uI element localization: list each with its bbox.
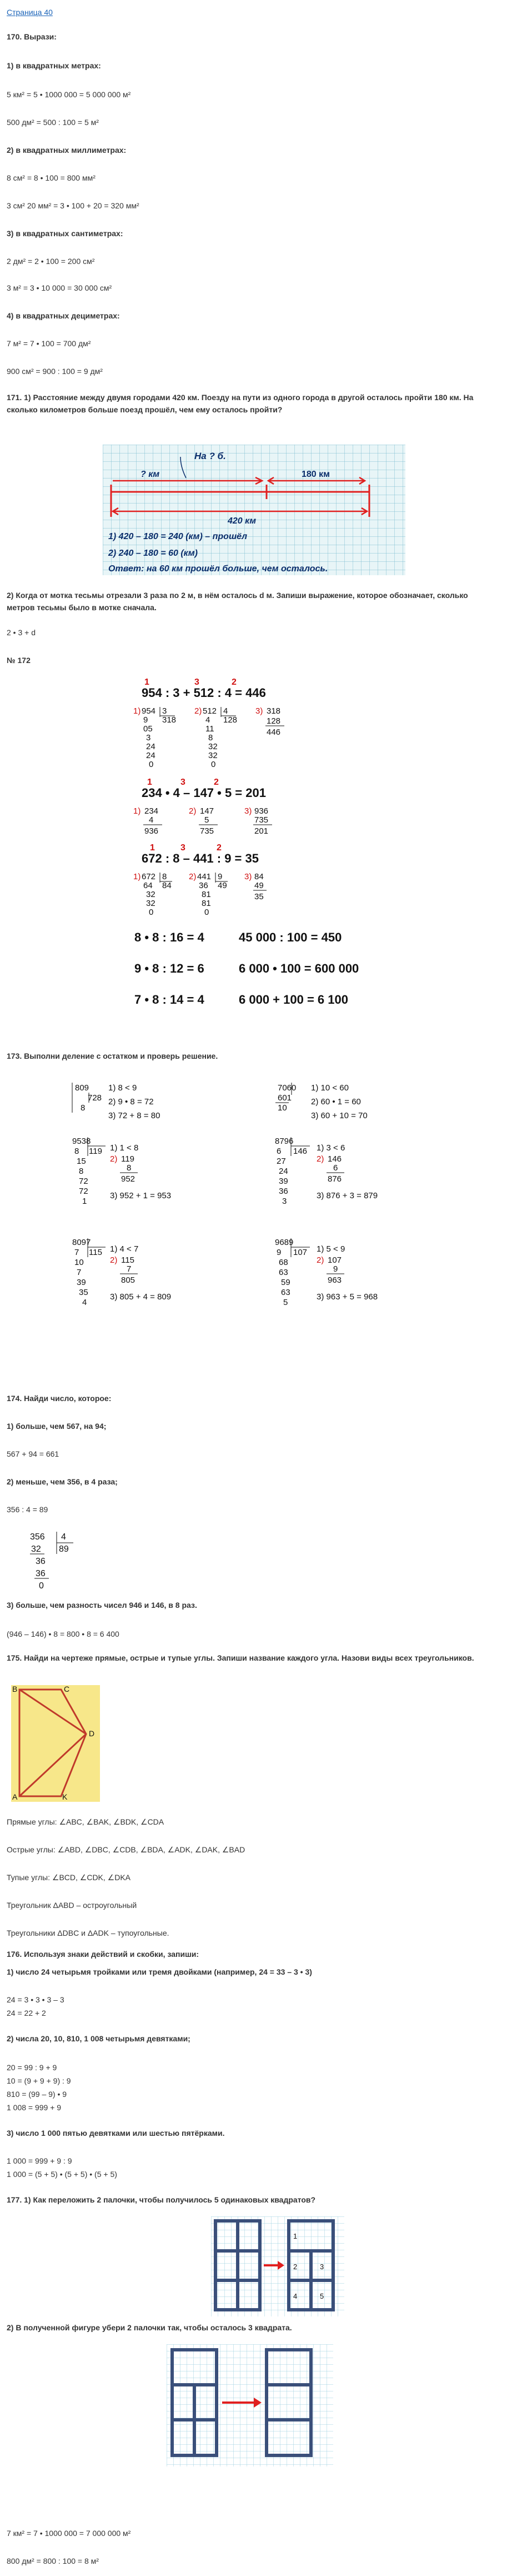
task-176-h3: 3) число 1 000 пятью девятками или шестью пятёрками. — [7, 2129, 225, 2137]
solution-step: 1) 420 – 180 = 240 (км) – прошёл — [108, 532, 248, 541]
svg-text:6: 6 — [277, 1147, 282, 1156]
task-170-h3: 3) в квадратных сантиметрах: — [7, 229, 123, 238]
task-174-division — [22, 1527, 89, 1594]
svg-text:35: 35 — [79, 1288, 88, 1297]
svg-text:36: 36 — [36, 1569, 46, 1578]
svg-text:936: 936 — [254, 806, 269, 816]
svg-text:3: 3 — [180, 778, 185, 787]
task-170-line: 500 дм² = 500 : 100 = 5 м² — [7, 118, 99, 127]
task-170-h1: 1) в квадратных метрах: — [7, 61, 101, 70]
task-170-line: 8 см² = 8 • 100 = 800 мм² — [7, 173, 96, 182]
svg-text:4: 4 — [149, 815, 154, 825]
task-174-a2: 356 : 4 = 89 — [7, 1505, 48, 1514]
svg-text:3: 3 — [162, 706, 167, 716]
point-label: D — [89, 1729, 95, 1738]
svg-text:963: 963 — [328, 1275, 342, 1285]
task-173-title: 173. Выполни деление с остатком и проверь решение. — [7, 1052, 218, 1060]
svg-text:107: 107 — [328, 1255, 342, 1265]
task-171-diagram — [103, 445, 405, 575]
task-176-h1: 1) число 24 четырьмя тройками или тремя двойками (например, 24 = 33 – 3 • 3) — [7, 1967, 312, 1976]
svg-text:107: 107 — [293, 1248, 308, 1257]
svg-text:81: 81 — [202, 890, 211, 899]
svg-text:1: 1 — [82, 1197, 87, 1206]
svg-text:0: 0 — [39, 1581, 44, 1591]
svg-text:11: 11 — [205, 724, 214, 734]
angle-list: Прямые углы: ∠ABC, ∠BAK, ∠BDK, ∠CDA — [7, 1817, 164, 1826]
svg-text:39: 39 — [77, 1278, 86, 1287]
task-176-title: 176. Используя знаки действий и скобки, запиши: — [7, 1950, 199, 1959]
square-number: 3 — [320, 2263, 324, 2271]
svg-text:64: 64 — [143, 881, 153, 890]
svg-text:9538: 9538 — [72, 1137, 91, 1146]
angle-list: Острые углы: ∠ABD, ∠DBC, ∠CDB, ∠BDA, ∠ADK, ∠DAK, ∠BAD — [7, 1845, 245, 1854]
svg-text:146: 146 — [328, 1154, 342, 1164]
svg-text:84: 84 — [254, 872, 264, 881]
svg-text:36: 36 — [199, 881, 208, 890]
expression: 234 • 4 – 147 • 5 = 201 — [142, 786, 266, 800]
svg-text:3): 3) — [255, 706, 263, 716]
svg-text:4: 4 — [223, 706, 228, 716]
svg-text:05: 05 — [143, 724, 153, 734]
check-line: 3) 963 + 5 = 968 — [317, 1292, 378, 1302]
svg-text:3): 3) — [244, 872, 252, 881]
svg-text:72: 72 — [79, 1177, 88, 1186]
svg-text:201: 201 — [254, 826, 269, 836]
task-171-answer-2: 2 • 3 + d — [7, 628, 36, 637]
svg-text:876: 876 — [328, 1174, 342, 1184]
task-170-line: 5 км² = 5 • 1000 000 = 5 000 000 м² — [7, 90, 131, 99]
task-174-title: 174. Найди число, которое: — [7, 1394, 112, 1403]
svg-text:147: 147 — [200, 806, 214, 816]
svg-text:8: 8 — [127, 1163, 132, 1173]
task-177-figure-1 — [211, 2216, 344, 2316]
task-170-h2: 2) в квадратных миллиметрах: — [7, 146, 127, 155]
task-172-title: № 172 — [7, 656, 31, 665]
task-176-answer: 10 = (9 + 9 + 9) : 9 — [7, 2076, 71, 2085]
svg-text:2): 2) — [317, 1154, 324, 1164]
svg-text:7: 7 — [127, 1264, 132, 1274]
svg-text:24: 24 — [146, 751, 155, 760]
expression: 672 : 8 – 441 : 9 = 35 — [142, 851, 259, 865]
svg-text:32: 32 — [31, 1544, 41, 1554]
task-170-line: 2 дм² = 2 • 100 = 200 см² — [7, 257, 95, 266]
task-177-question-2: 2) В полученной фигуре убери 2 палочки так, чтобы осталось 3 квадрата. — [7, 2323, 292, 2332]
task-176-answer: 1 000 = (5 + 5) • (5 + 5) • (5 + 5) — [7, 2170, 117, 2179]
task-174-h1: 1) больше, чем 567, на 94; — [7, 1422, 107, 1431]
expression: 954 : 3 + 512 : 4 = 446 — [142, 686, 266, 700]
svg-text:446: 446 — [267, 728, 281, 737]
point-label: A — [12, 1792, 18, 1801]
svg-text:9: 9 — [333, 1264, 338, 1274]
svg-text:2): 2) — [189, 806, 197, 816]
task-175-title: 175. Найди на чертеже прямые, острые и тупые углы. Запиши название каждого угла. Назови виды всех треугольников. — [7, 1653, 474, 1662]
svg-text:8: 8 — [162, 872, 167, 881]
task-177-title: 177. 1) Как переложить 2 палочки, чтобы получилось 5 одинаковых квадратов? — [7, 2195, 316, 2204]
svg-text:59: 59 — [281, 1278, 290, 1287]
task-177-figure-2 — [167, 2344, 333, 2467]
svg-text:8: 8 — [74, 1147, 79, 1156]
svg-text:84: 84 — [162, 881, 172, 890]
svg-text:1: 1 — [147, 778, 152, 787]
svg-text:8796: 8796 — [275, 1137, 294, 1146]
svg-text:0: 0 — [149, 908, 154, 917]
svg-text:63: 63 — [281, 1288, 290, 1297]
svg-text:32: 32 — [146, 899, 155, 908]
svg-text:2): 2) — [189, 872, 197, 881]
svg-text:128: 128 — [223, 715, 238, 725]
task-171-question-2: 2) Когда от мотка тесьмы отрезали 3 раза по 2 м, в нём осталось d м. Запиши выражение, которое обозначает, сколько метров тесьмы было в мотке сначала. — [7, 591, 468, 612]
svg-text:115: 115 — [121, 1255, 134, 1265]
task-176-answer: 24 = 3 • 3 • 3 – 3 — [7, 1995, 64, 2004]
svg-text:2): 2) — [110, 1255, 118, 1265]
svg-text:936: 936 — [144, 826, 159, 836]
angle-list: Тупые углы: ∠BCD, ∠CDK, ∠DKA — [7, 1873, 131, 1882]
svg-text:9689: 9689 — [275, 1238, 294, 1247]
svg-text:318: 318 — [267, 706, 281, 716]
square-number: 5 — [320, 2292, 324, 2300]
svg-text:2): 2) — [317, 1255, 324, 1265]
check-line: 3) 60 + 10 = 70 — [311, 1111, 368, 1120]
check-line: 1) 1 < 8 — [110, 1143, 139, 1153]
simple-expression: 45 000 : 100 = 450 — [239, 930, 342, 944]
svg-text:8097: 8097 — [72, 1238, 91, 1247]
svg-text:5: 5 — [204, 815, 209, 825]
task-170-line: 7 м² = 7 • 100 = 700 дм² — [7, 339, 91, 348]
task-176-answer: 1 000 = 999 + 9 : 9 — [7, 2156, 72, 2165]
square-number: 4 — [293, 2292, 298, 2300]
task-173-work — [67, 1078, 411, 1395]
svg-text:8: 8 — [79, 1167, 84, 1176]
svg-text:36: 36 — [36, 1557, 46, 1566]
svg-text:10: 10 — [74, 1258, 84, 1267]
svg-text:3: 3 — [194, 677, 199, 687]
footer-line: 7 км² = 7 • 1000 000 = 7 000 000 м² — [7, 2529, 131, 2538]
svg-text:89: 89 — [59, 1544, 69, 1554]
check-line: 3) 952 + 1 = 953 — [110, 1191, 172, 1200]
svg-text:0: 0 — [204, 908, 209, 917]
svg-text:7: 7 — [77, 1268, 82, 1277]
svg-text:601: 601 — [278, 1093, 292, 1103]
svg-text:1): 1) — [133, 706, 141, 716]
point-label: K — [62, 1792, 68, 1801]
question-label: На ? б. — [194, 451, 226, 461]
svg-text:3: 3 — [282, 1197, 287, 1206]
svg-text:672: 672 — [142, 872, 156, 881]
task-174-a3: (946 – 146) • 8 = 800 • 8 = 6 400 — [7, 1630, 119, 1638]
svg-text:9: 9 — [143, 715, 148, 725]
svg-text:119: 119 — [121, 1154, 134, 1164]
svg-text:3: 3 — [146, 733, 151, 743]
svg-text:32: 32 — [208, 751, 218, 760]
svg-text:3: 3 — [180, 843, 185, 853]
simple-expression: 6 000 • 100 = 600 000 — [239, 961, 359, 975]
svg-text:32: 32 — [208, 742, 218, 751]
svg-text:512: 512 — [203, 706, 217, 716]
svg-text:6: 6 — [333, 1163, 338, 1173]
svg-text:72: 72 — [79, 1187, 88, 1196]
svg-text:146: 146 — [293, 1147, 308, 1156]
svg-text:8: 8 — [81, 1103, 86, 1113]
svg-text:1): 1) — [133, 872, 141, 881]
task-176-answer: 810 = (99 – 9) • 9 — [7, 2090, 67, 2099]
svg-text:356: 356 — [30, 1532, 45, 1542]
footer-line: 800 дм² = 800 : 100 = 8 м² — [7, 2557, 99, 2565]
svg-text:441: 441 — [197, 872, 212, 881]
svg-text:2): 2) — [110, 1154, 118, 1164]
svg-text:35: 35 — [254, 892, 264, 901]
task-176-h2: 2) числа 20, 10, 810, 1 008 четырьмя девятками; — [7, 2034, 190, 2043]
svg-text:63: 63 — [279, 1268, 288, 1277]
square-number: 2 — [293, 2263, 298, 2271]
svg-text:68: 68 — [279, 1258, 288, 1267]
answer-text: Ответ: на 60 км прошёл больше, чем осталось. — [108, 564, 328, 574]
check-line: 1) 5 < 9 — [317, 1244, 345, 1254]
task-174-a1: 567 + 94 = 661 — [7, 1449, 59, 1458]
simple-expression: 6 000 + 100 = 6 100 — [239, 993, 348, 1007]
svg-text:7: 7 — [74, 1248, 79, 1257]
task-176-answer: 24 = 22 + 2 — [7, 2009, 46, 2017]
svg-text:4: 4 — [205, 715, 210, 725]
svg-text:27: 27 — [277, 1157, 286, 1166]
svg-text:4: 4 — [82, 1298, 87, 1307]
svg-text:735: 735 — [254, 815, 269, 825]
svg-text:128: 128 — [267, 716, 281, 726]
task-170-h4: 4) в квадратных дециметрах: — [7, 311, 120, 320]
task-176-answer: 1 008 = 999 + 9 — [7, 2103, 62, 2112]
svg-text:9: 9 — [277, 1248, 282, 1257]
check-line: 3) 876 + 3 = 879 — [317, 1191, 378, 1200]
task-175-figure — [11, 1685, 100, 1802]
task-171-question: 171. 1) Расстояние между двумя городами 420 км. Поезду на пути из одного города в другой осталось пройти 180 км. На сколько километров больше поезд прошёл, чем ему осталось пройти? — [7, 393, 474, 414]
task-176-answer: 20 = 99 : 9 + 9 — [7, 2063, 57, 2072]
simple-expression: 9 • 8 : 12 = 6 — [134, 961, 204, 975]
svg-text:1: 1 — [144, 677, 149, 687]
point-label: C — [64, 1685, 70, 1693]
simple-expression: 8 • 8 : 16 = 4 — [134, 930, 204, 944]
svg-text:81: 81 — [202, 899, 211, 908]
svg-text:7060: 7060 — [278, 1083, 297, 1093]
svg-text:954: 954 — [142, 706, 156, 716]
triangle-type: Треугольник ΔABD – остроугольный — [7, 1901, 137, 1910]
task-174-h2: 2) меньше, чем 356, в 4 раза; — [7, 1477, 118, 1486]
check-line: 3) 72 + 8 = 80 — [108, 1111, 160, 1120]
svg-text:1): 1) — [133, 806, 141, 816]
task-170-line: 3 см² 20 мм² = 3 • 100 + 20 = 320 мм² — [7, 201, 139, 210]
check-line: 2) 60 • 1 = 60 — [311, 1097, 361, 1107]
page-link[interactable]: Страница 40 — [7, 8, 53, 17]
task-170-line: 3 м² = 3 • 10 000 = 30 000 см² — [7, 283, 112, 292]
svg-text:36: 36 — [279, 1187, 288, 1196]
svg-text:1: 1 — [150, 843, 155, 853]
svg-text:3): 3) — [244, 806, 252, 816]
task-170-line: 900 см² = 900 : 100 = 9 дм² — [7, 367, 103, 376]
svg-text:8: 8 — [208, 733, 213, 743]
check-line: 2) 9 • 8 = 72 — [108, 1097, 154, 1107]
svg-text:2: 2 — [232, 677, 237, 687]
svg-text:115: 115 — [89, 1248, 102, 1257]
task-172-work — [89, 672, 359, 1034]
svg-text:0: 0 — [149, 760, 154, 769]
svg-text:0: 0 — [211, 760, 216, 769]
task-174-h3: 3) больше, чем разность чисел 946 и 146, в 8 раз. — [7, 1601, 197, 1610]
svg-text:234: 234 — [144, 806, 159, 816]
svg-text:49: 49 — [254, 881, 264, 890]
svg-text:24: 24 — [146, 742, 155, 751]
square-number: 1 — [293, 2232, 298, 2240]
svg-text:10: 10 — [278, 1103, 287, 1113]
task-170-title: 170. Вырази: — [7, 32, 57, 41]
svg-text:735: 735 — [200, 826, 214, 836]
segment-known-label: 180 км — [302, 470, 330, 479]
svg-text:119: 119 — [89, 1147, 102, 1156]
check-line: 1) 10 < 60 — [311, 1083, 349, 1093]
svg-text:805: 805 — [121, 1275, 135, 1285]
check-line: 1) 8 < 9 — [108, 1083, 137, 1093]
check-line: 3) 805 + 4 = 809 — [110, 1292, 172, 1302]
svg-text:2: 2 — [217, 843, 222, 853]
point-label: B — [12, 1685, 18, 1693]
svg-text:952: 952 — [121, 1174, 135, 1184]
svg-text:24: 24 — [279, 1167, 288, 1176]
svg-text:318: 318 — [162, 715, 177, 725]
simple-expression: 7 • 8 : 14 = 4 — [134, 993, 204, 1007]
svg-text:728: 728 — [88, 1093, 102, 1103]
check-line: 1) 3 < 6 — [317, 1143, 345, 1153]
segment-unknown-label: ? км — [140, 470, 160, 479]
check-line: 1) 4 < 7 — [110, 1244, 139, 1254]
svg-text:809: 809 — [75, 1083, 89, 1093]
solution-step: 2) 240 – 180 = 60 (км) — [108, 549, 198, 558]
svg-text:4: 4 — [61, 1532, 66, 1542]
svg-text:2: 2 — [214, 778, 219, 787]
svg-text:15: 15 — [77, 1157, 86, 1166]
svg-text:32: 32 — [146, 890, 155, 899]
svg-text:5: 5 — [283, 1298, 288, 1307]
triangle-type: Треугольники ΔDBC и ΔADK – тупоугольные. — [7, 1929, 169, 1937]
total-label: 420 км — [228, 516, 257, 526]
svg-text:49: 49 — [218, 881, 227, 890]
svg-text:39: 39 — [279, 1177, 288, 1186]
svg-text:9: 9 — [218, 872, 223, 881]
svg-text:2): 2) — [194, 706, 202, 716]
